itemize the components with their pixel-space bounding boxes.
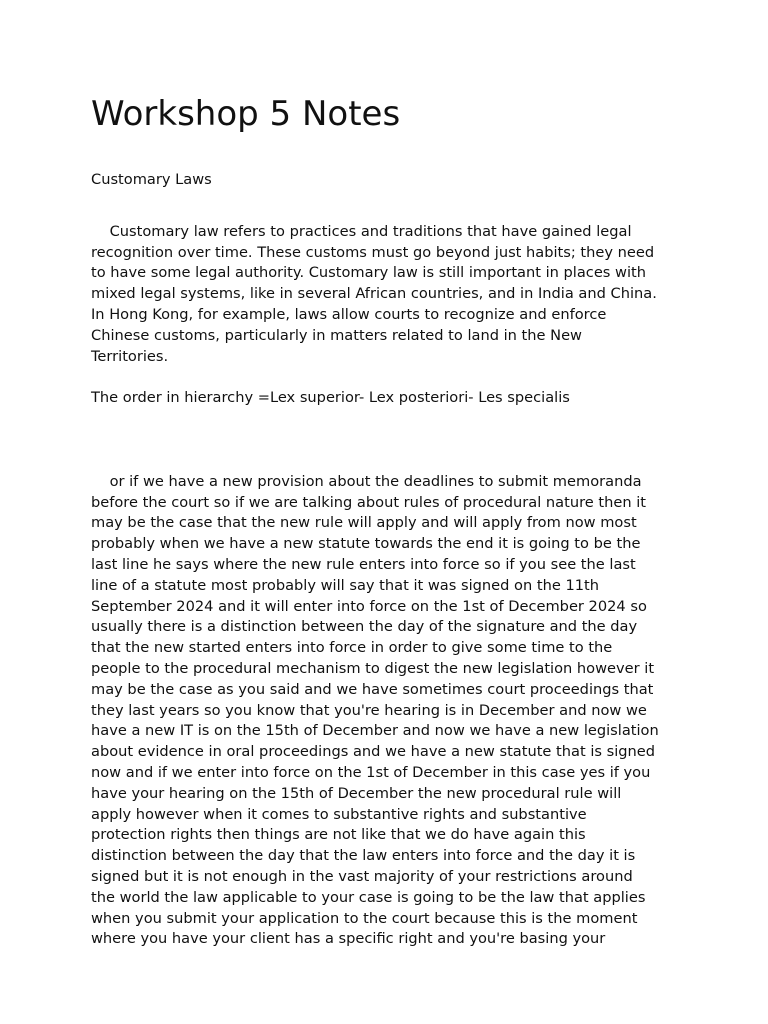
- paragraph-line: now and if we enter into force on the 1st of December in this case yes if you: [91, 763, 651, 781]
- paragraph-line: Chinese customs, particularly in matters related to land in the New: [91, 326, 582, 344]
- paragraph-line: where you have your client has a specific right and you're basing your: [91, 930, 606, 948]
- paragraph-customary-law: [91, 201, 657, 367]
- paragraph-line: In Hong Kong, for example, laws allow courts to recognize and enforce: [91, 305, 607, 323]
- paragraph-line: Territories.: [91, 347, 169, 365]
- paragraph-line: September 2024 and it will enter into force on the 1st of December 2024 so: [91, 597, 647, 615]
- paragraph-line: have a new IT is on the 15th of December and now we have a new legislation: [91, 722, 659, 740]
- paragraph-line: apply however when it comes to substantive rights and substantive: [91, 805, 587, 823]
- paragraph-line: the world the law applicable to your case is going to be the law that applies: [91, 888, 646, 906]
- paragraph-line: that the new started enters into force in order to give some time to the: [91, 639, 613, 657]
- hierarchy-line: The order in hierarchy =Lex superior- Lex posteriori- Les specialis: [91, 389, 570, 406]
- paragraph-line: have your hearing on the 15th of December the new procedural rule will: [91, 784, 622, 802]
- paragraph-line: they last years so you know that you're hearing is in December and now we: [91, 701, 647, 719]
- paragraph-line: Customary law refers to practices and traditions that have gained legal: [109, 222, 632, 240]
- paragraph-line: mixed legal systems, like in several African countries, and in India and China.: [91, 285, 657, 303]
- paragraph-line: may be the case as you said and we have sometimes court proceedings that: [91, 680, 654, 698]
- paragraph-line: probably when we have a new statute towards the end it is going to be the: [91, 535, 641, 553]
- paragraph-line: signed but it is not enough in the vast majority of your restrictions around: [91, 867, 633, 885]
- paragraph-line: before the court so if we are talking about rules of procedural nature then it: [91, 493, 647, 511]
- paragraph-line: distinction between the day that the law enters into force and the day it is: [91, 847, 636, 865]
- paragraph-line: may be the case that the new rule will apply and will apply from now most: [91, 514, 637, 532]
- paragraph-line: recognition over time. These customs must go beyond just habits; they need: [91, 243, 655, 261]
- paragraph-line: protection rights then things are not like that we do have again this: [91, 826, 586, 844]
- paragraph-line: when you submit your application to the court because this is the moment: [91, 909, 638, 927]
- paragraph-transcript: [91, 451, 659, 950]
- paragraph-line: people to the procedural mechanism to digest the new legislation however it: [91, 659, 655, 677]
- document-title: Workshop 5 Notes: [91, 94, 401, 134]
- paragraph-line: about evidence in oral proceedings and we have a new statute that is signed: [91, 743, 656, 761]
- paragraph-line: last line he says where the new rule enters into force so if you see the last: [91, 555, 636, 573]
- paragraph-line: or if we have a new provision about the deadlines to submit memoranda: [109, 472, 642, 490]
- section-heading: Customary Laws: [91, 171, 212, 188]
- paragraph-line: to have some legal authority. Customary law is still important in places with: [91, 264, 647, 282]
- paragraph-line: usually there is a distinction between the day of the signature and the day: [91, 618, 638, 636]
- paragraph-line: line of a statute most probably will say that it was signed on the 11th: [91, 576, 599, 594]
